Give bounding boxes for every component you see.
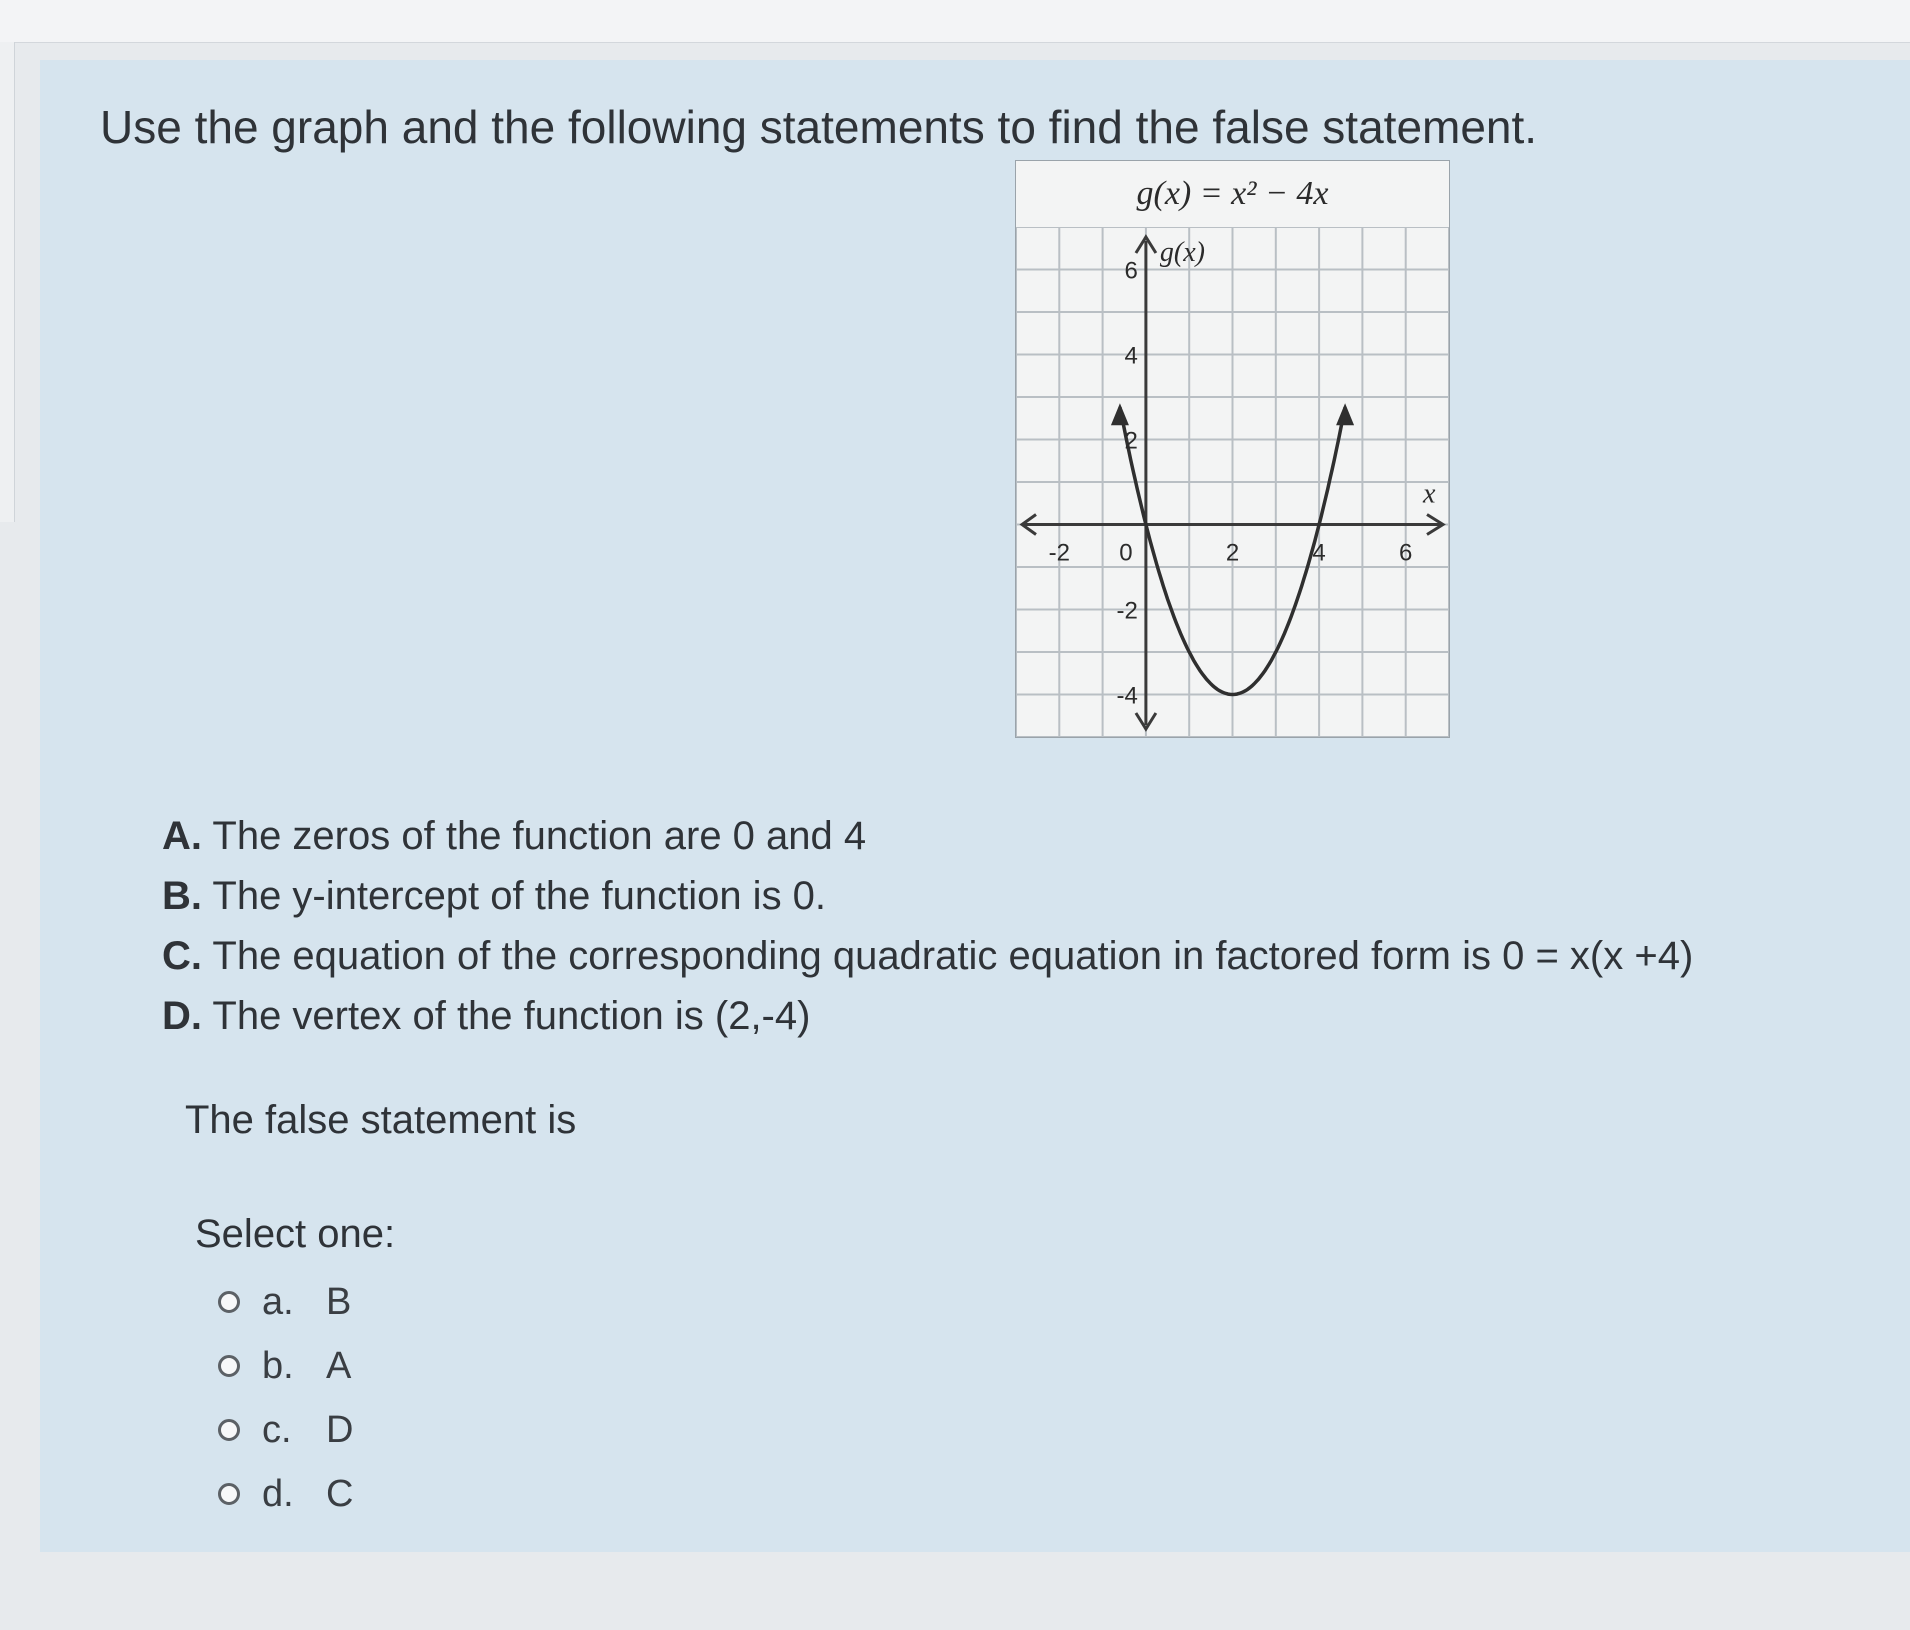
radio-button[interactable] <box>218 1483 240 1505</box>
x-tick-label: -2 <box>1048 539 1070 567</box>
x-tick-label: 4 <box>1312 539 1326 567</box>
y-tick-label: 6 <box>1124 257 1138 285</box>
y-axis-label: g(x) <box>1159 237 1205 268</box>
statement-letter: A. <box>162 814 202 858</box>
option-value: B <box>326 1280 352 1323</box>
radio-button[interactable] <box>218 1419 240 1441</box>
x-tick-label: 2 <box>1225 539 1240 567</box>
option-value: C <box>326 1472 354 1515</box>
graph-title: g(x) = x² − 4x <box>1136 175 1329 212</box>
statement-b <box>162 866 1693 926</box>
statement-text: The y-intercept of the function is 0. <box>202 874 827 918</box>
statement-letter: D. <box>162 994 202 1038</box>
graph-plot <box>1016 227 1449 737</box>
false-statement-label: The false statement is <box>185 1098 577 1142</box>
answer-options <box>218 1270 353 1526</box>
option-c[interactable] <box>218 1398 353 1462</box>
option-letter: c. <box>262 1408 292 1451</box>
y-tick-label: 2 <box>1124 427 1138 455</box>
statement-text: The zeros of the function are 0 and 4 <box>202 814 867 858</box>
x-tick-label: 0 <box>1119 539 1133 567</box>
function-graph <box>1015 160 1450 738</box>
option-b[interactable] <box>218 1334 353 1398</box>
top-strip <box>0 0 1910 43</box>
radio-button[interactable] <box>218 1291 240 1313</box>
y-tick-label: 4 <box>1124 342 1138 370</box>
option-letter: d. <box>262 1472 294 1515</box>
curve-left-arrow <box>1111 403 1129 425</box>
statement-text: The vertex of the function is (2,-4) <box>202 994 811 1038</box>
statement-a <box>162 806 1693 866</box>
y-tick-label: -4 <box>1116 682 1138 710</box>
option-value: A <box>326 1344 352 1387</box>
statement-letter: B. <box>162 874 202 918</box>
option-value: D <box>326 1408 354 1451</box>
option-letter: a. <box>262 1280 294 1323</box>
left-panel-edge <box>0 42 15 522</box>
statement-text: The equation of the corresponding quadratic equation in factored form is 0 = x(x +4) <box>202 934 1694 978</box>
y-tick-label: -2 <box>1116 597 1138 625</box>
x-tick-label: 6 <box>1399 539 1413 567</box>
statement-letter: C. <box>162 934 202 978</box>
statement-d <box>162 986 1693 1046</box>
question-prompt: Use the graph and the following statements to find the false statement. <box>100 101 1538 153</box>
select-one-label: Select one: <box>195 1212 396 1256</box>
option-d[interactable] <box>218 1462 353 1526</box>
radio-button[interactable] <box>218 1355 240 1377</box>
statement-c <box>162 926 1693 986</box>
x-axis-label: x <box>1423 478 1436 510</box>
curve-right-arrow <box>1336 403 1354 425</box>
option-a[interactable] <box>218 1270 353 1334</box>
option-letter: b. <box>262 1344 294 1387</box>
statement-list <box>162 806 1693 1046</box>
